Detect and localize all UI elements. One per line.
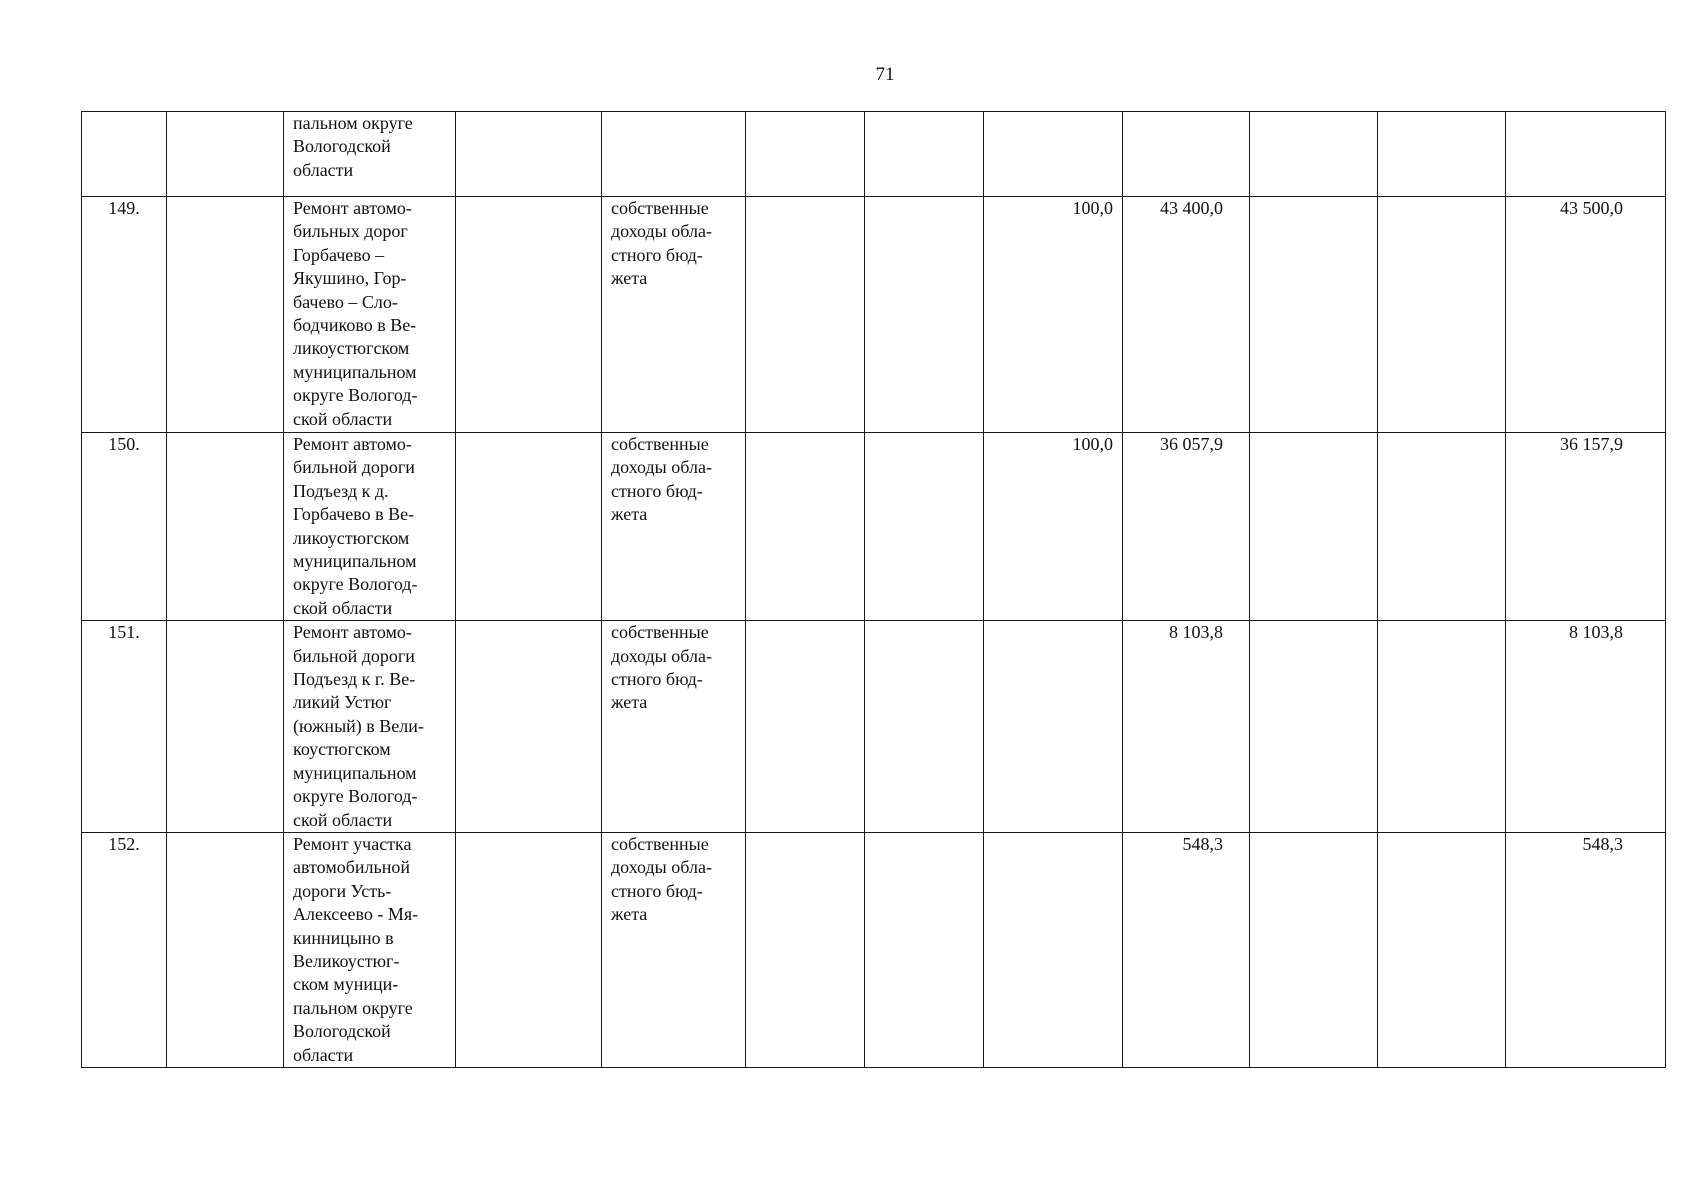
object-name-line: пальном округе: [293, 113, 413, 133]
empty-cell: [746, 112, 865, 197]
funding-source-line: стного бюд-: [611, 480, 703, 501]
empty-cell: [1378, 832, 1506, 1067]
object-name-line: бильной дороги: [293, 645, 415, 666]
funding-source-line: жета: [611, 692, 648, 713]
empty-cell: [865, 197, 984, 433]
funding-source-line: собственные: [611, 198, 709, 218]
object-name-line: ской области: [293, 408, 393, 429]
empty-cell: [456, 832, 602, 1067]
empty-cell: [865, 621, 984, 833]
object-name-line: муниципальном: [293, 762, 417, 783]
object-name-line: ликоустюгском: [293, 338, 410, 359]
funding-source-line: жета: [611, 268, 648, 289]
object-name-line: ской области: [293, 809, 393, 830]
funding-source-line: стного бюд-: [611, 244, 703, 265]
amount-cell-year-2: 36 057,9: [1123, 433, 1250, 621]
object-name-line: Вологодской: [293, 136, 391, 157]
object-name-line: Вологодской: [293, 1021, 391, 1042]
amount-cell-year-1: 100,0: [984, 197, 1123, 433]
empty-cell: [746, 197, 865, 433]
empty-cell: [746, 832, 865, 1067]
object-name-line: бачево – Сло-: [293, 291, 398, 312]
object-name-line: ском муници-: [293, 974, 399, 995]
amount-cell-year-2: 43 400,0: [1123, 197, 1250, 433]
empty-cell: [167, 433, 284, 621]
object-name-line: кинницыно в: [293, 927, 394, 948]
empty-cell: [456, 621, 602, 833]
object-name-line: ликоустюгском: [293, 527, 410, 548]
object-name-line: бодчиково в Ве-: [293, 315, 417, 336]
object-name-line: ликий Устюг: [293, 692, 392, 713]
empty-cell: [1250, 433, 1378, 621]
object-name-line: пальном округе: [293, 997, 413, 1018]
object-name-line: (южный) в Вели-: [293, 715, 424, 736]
data-table: [81, 111, 1666, 1068]
funding-source-cell: [602, 621, 746, 833]
object-name-line: Горбачево в Ве-: [293, 504, 415, 525]
amount-cell-year-1: [984, 621, 1123, 833]
table-row: [82, 433, 1666, 621]
funding-source-line: собственные: [611, 833, 709, 854]
empty-cell: [167, 112, 284, 197]
empty-cell: [1250, 112, 1378, 197]
object-name-cell: [284, 433, 456, 621]
funding-source-line: жета: [611, 904, 648, 925]
empty-cell: [456, 433, 602, 621]
object-name-cell: [284, 197, 456, 433]
object-name-line: Ремонт автомо-: [293, 434, 412, 454]
object-name-line: бильной дороги: [293, 457, 415, 478]
funding-source-cell: [602, 832, 746, 1067]
amount-cell-year-2: 548,3: [1123, 832, 1250, 1067]
amount-cell-year-2: [1123, 112, 1250, 197]
amount-cell-year-1: [984, 832, 1123, 1067]
object-name-line: округе Вологод-: [293, 574, 418, 595]
empty-cell: [1378, 112, 1506, 197]
funding-source-line: жета: [611, 504, 648, 525]
funding-source-line: доходы обла-: [611, 221, 712, 242]
funding-source-line: стного бюд-: [611, 669, 703, 690]
amount-total-cell: [1506, 112, 1666, 197]
empty-cell: [456, 112, 602, 197]
object-name-line: Великоустюг-: [293, 950, 400, 971]
object-name-line: ской области: [293, 597, 393, 618]
object-name-line: Подъезд к д.: [293, 480, 389, 501]
empty-cell: [1250, 621, 1378, 833]
funding-source-line: стного бюд-: [611, 880, 703, 901]
page-number: 71: [875, 64, 895, 85]
row-number-cell: 150.: [82, 433, 167, 621]
amount-total-cell: 8 103,8: [1506, 621, 1666, 833]
funding-source-line: доходы обла-: [611, 857, 712, 878]
amount-total-cell: 43 500,0: [1506, 197, 1666, 433]
amount-cell-year-1: 100,0: [984, 433, 1123, 621]
object-name-line: Алексеево - Мя-: [293, 904, 419, 925]
object-name-line: бильных дорог: [293, 221, 408, 242]
table-row: [82, 197, 1666, 433]
funding-source-line: собственные: [611, 434, 709, 454]
object-name-line: Горбачево –: [293, 244, 385, 265]
empty-cell: [1250, 197, 1378, 433]
empty-cell: [456, 197, 602, 433]
amount-cell-year-1: [984, 112, 1123, 197]
empty-cell: [1378, 621, 1506, 833]
empty-cell: [865, 433, 984, 621]
empty-cell: [167, 621, 284, 833]
empty-cell: [746, 433, 865, 621]
amount-total-cell: 548,3: [1506, 832, 1666, 1067]
row-number-cell: 151.: [82, 621, 167, 833]
object-name-line: автомобильной: [293, 857, 410, 878]
object-name-line: Ремонт автомо-: [293, 622, 412, 643]
funding-source-line: собственные: [611, 622, 709, 643]
object-name-line: области: [293, 159, 354, 180]
object-name-cell: [284, 832, 456, 1067]
object-name-line: Подъезд к г. Ве-: [293, 669, 416, 690]
empty-cell: [167, 832, 284, 1067]
funding-source-cell: [602, 197, 746, 433]
object-name-cell: [284, 621, 456, 833]
row-number-cell: 152.: [82, 832, 167, 1067]
object-name-line: дороги Усть-: [293, 880, 392, 901]
empty-cell: [1378, 197, 1506, 433]
object-name-line: округе Вологод-: [293, 385, 418, 406]
object-name-line: округе Вологод-: [293, 786, 418, 807]
object-name-line: Ремонт участка: [293, 833, 412, 854]
empty-cell: [167, 197, 284, 433]
object-name-line: Якушино, Гор-: [293, 268, 407, 289]
funding-source-line: доходы обла-: [611, 457, 712, 478]
row-number-cell: [82, 112, 167, 197]
table-row: [82, 112, 1666, 197]
table-row: [82, 621, 1666, 833]
funding-source-cell: [602, 112, 746, 197]
object-name-line: муниципальном: [293, 551, 417, 572]
row-number-cell: 149.: [82, 197, 167, 433]
empty-cell: [1250, 832, 1378, 1067]
object-name-line: муниципальном: [293, 361, 417, 382]
object-name-line: Ремонт автомо-: [293, 198, 412, 218]
empty-cell: [1378, 433, 1506, 621]
empty-cell: [865, 112, 984, 197]
object-name-line: коустюгском: [293, 739, 391, 760]
object-name-line: области: [293, 1044, 354, 1065]
empty-cell: [746, 621, 865, 833]
funding-source-cell: [602, 433, 746, 621]
object-name-cell: [284, 112, 456, 197]
funding-source-line: доходы обла-: [611, 645, 712, 666]
amount-total-cell: 36 157,9: [1506, 433, 1666, 621]
table-row: [82, 832, 1666, 1067]
empty-cell: [865, 832, 984, 1067]
amount-cell-year-2: 8 103,8: [1123, 621, 1250, 833]
